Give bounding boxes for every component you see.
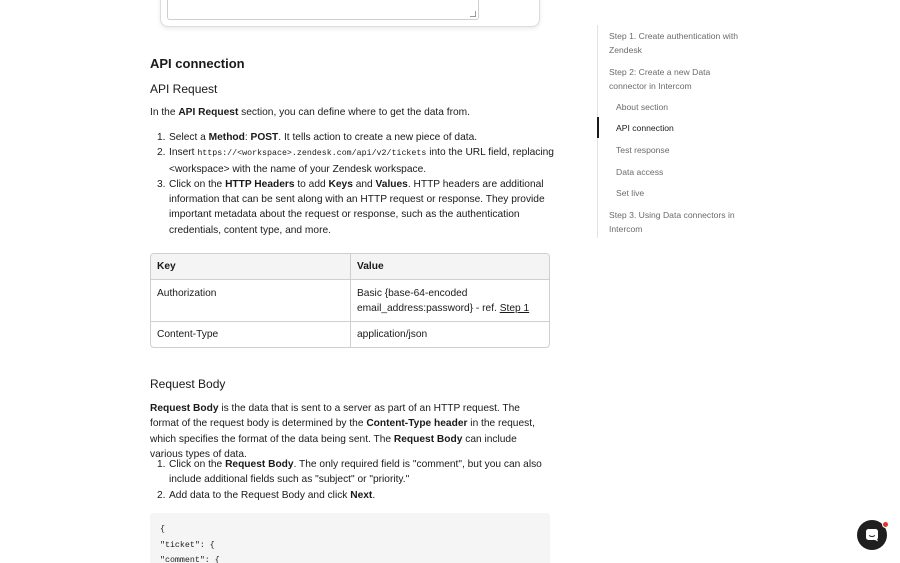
toc-item-about-section[interactable]: About section xyxy=(616,102,669,112)
toc-item-api-connection[interactable]: API connection xyxy=(616,123,674,133)
table-header-row xyxy=(151,254,549,280)
toc-item-step-2[interactable]: Step 2: Create a new Data connector in Intercom xyxy=(609,67,711,91)
list-item: 3. Click on the HTTP Headers to add Keys and Values. HTTP headers are additional information that can be sent along with an HTTP request or response. They provide important metadata about the request or response, such as the authentication credentials, content type, and more. xyxy=(157,178,545,236)
toc-item-data-access[interactable]: Data access xyxy=(616,167,664,177)
list-item: 1. Click on the Request Body. The only required field is "comment", but you can also include additional fields such as "subject" or "priority." xyxy=(157,459,542,486)
list-item: 2. Add data to the Request Body and click Next. xyxy=(157,489,376,501)
headers-table xyxy=(150,253,550,348)
resize-handle-icon[interactable] xyxy=(470,11,476,17)
table-row xyxy=(151,280,549,322)
toc-item-step-1[interactable]: Step 1. Create authentication with Zendesk xyxy=(609,31,738,55)
section-title-api-connection: API connection xyxy=(150,56,245,71)
subsection-title-api-request: API Request xyxy=(150,82,218,96)
chat-icon xyxy=(865,528,879,542)
table-row xyxy=(151,322,549,347)
list-item: 2. Insert https://<workspace>.zendesk.com/api/v2/tickets into the URL field, replacing <workspace> with the name of your Zendesk workspace. xyxy=(157,147,554,175)
step-1-link[interactable]: Step 1 xyxy=(499,303,530,315)
request-body-steps xyxy=(157,457,554,503)
code-block: { "ticket": { "comment": { xyxy=(150,513,550,563)
table-cell-key: Authorization xyxy=(151,280,351,322)
table-cell-value: Basic {base-64-encoded email_address:password} - ref. Step 1 xyxy=(351,280,549,322)
subsection-title-request-body: Request Body xyxy=(150,377,226,391)
table-cell-value: application/json xyxy=(357,329,428,340)
toc-active-marker xyxy=(597,117,599,138)
text-area[interactable] xyxy=(167,0,479,20)
request-body-paragraph: Request Body is the data that is sent to a server as part of an HTTP request. The format of the request body is determined by the Content-Type header in the request, which specifies the format of the data being sent. The Request Body can include various types of data. xyxy=(150,403,535,460)
toc-item-test-response[interactable]: Test response xyxy=(616,145,670,155)
notification-badge xyxy=(882,521,889,528)
table-cell-key: Content-Type xyxy=(151,322,351,347)
api-request-steps xyxy=(157,130,554,238)
list-item: 1. Select a Method: POST. It tells action to create a new piece of data. xyxy=(157,132,478,143)
column-header-value: Value xyxy=(351,254,549,280)
toc-item-set-live[interactable]: Set live xyxy=(616,188,645,198)
toc-item-step-3[interactable]: Step 3. Using Data connectors in Intercom xyxy=(609,210,735,234)
url-code: https://<workspace>.zendesk.com/api/v2/tickets xyxy=(197,149,427,159)
column-header-key: Key xyxy=(151,254,351,280)
intro-paragraph: In the API Request section, you can define where to get the data from. xyxy=(150,107,470,118)
form-card xyxy=(160,0,540,27)
